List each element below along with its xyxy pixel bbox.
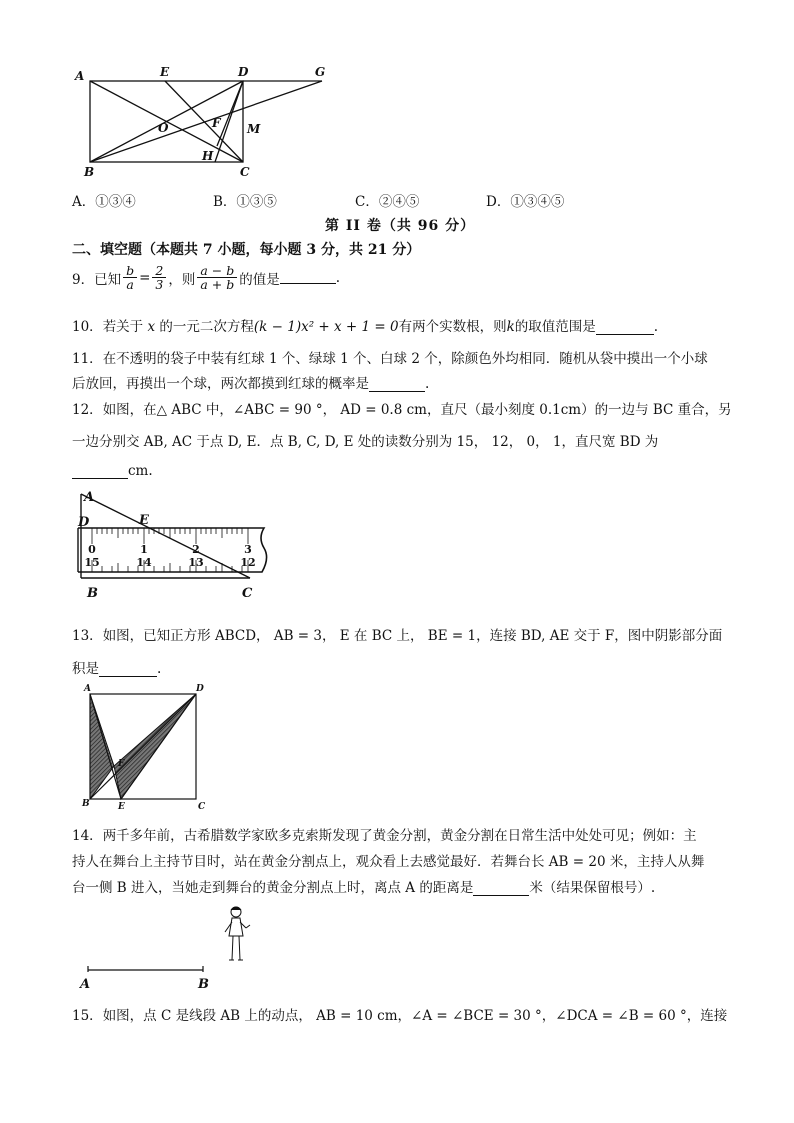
shaded-triangle-abf — [90, 694, 114, 799]
square-label-B: B — [82, 799, 90, 809]
label-B: B — [84, 165, 95, 179]
label-O: O — [158, 121, 169, 135]
stage-figure — [72, 900, 262, 995]
ruler-bottom-tick-14: 14 — [136, 556, 152, 569]
ruler-top-tick-3: 3 — [244, 543, 252, 556]
ruler-figure — [72, 488, 282, 603]
label-G: G — [315, 65, 326, 79]
segment-ac — [81, 494, 250, 578]
label-D: D — [238, 65, 249, 79]
label-C: C — [240, 165, 250, 179]
ruler-label-D: D — [78, 515, 90, 530]
q8-option-c: C．②④⑤ — [355, 194, 420, 210]
ruler-bottom-tick-12: 12 — [240, 556, 256, 569]
ruler-top-tick-1: 1 — [140, 543, 148, 556]
ruler-top-tick-2: 2 — [192, 543, 200, 556]
ruler-label-E: E — [139, 513, 149, 528]
question-9: 9． 已知 $\frac{b}{a}$ = $\frac{2}{3}$ ，则 $\frac{a - b}{a + b}$ 的值是 . — [72, 263, 341, 293]
shaded-triangle-def — [114, 694, 196, 799]
ruler-top-tick-0: 0 — [88, 543, 96, 556]
square-label-A: A — [84, 684, 91, 694]
square-label-F: F — [118, 759, 125, 769]
stage-label-B: B — [198, 977, 209, 992]
part2-title: 第 II 卷（共 96 分） — [325, 218, 476, 234]
label-M: M — [247, 122, 261, 136]
square-label-C: C — [198, 802, 206, 812]
q8-option-b: B．①③⑤ — [213, 194, 277, 210]
ruler-body — [78, 528, 267, 572]
question-13-line2: 积是 . — [72, 661, 162, 677]
question-14-line2: 持人在舞台上主持节目时，站在黄金分割点上，观众看上去感觉最好．若舞台长 AB = 20 米，主持人从舞 — [72, 854, 705, 870]
label-F: F — [212, 116, 221, 130]
question-14-line1: 14．两千多年前，古希腊数学家欧多克索斯发现了黄金分割，黄金分割在日常生活中处处可见；例如：主 — [72, 828, 697, 844]
question-12-line1: 12．如图，在△ ABC 中，∠ABC = 90 °， AD = 0.8 cm，直尺（最小刻度 0.1cm）的一边与 BC 重合，另 — [72, 402, 732, 418]
question-12-line3: cm. — [72, 463, 153, 479]
label-H: H — [202, 149, 214, 163]
label-E: E — [160, 65, 170, 79]
ruler-label-C: C — [242, 586, 253, 601]
square-figure — [78, 682, 218, 812]
ruler-label-A: A — [84, 490, 95, 505]
ruler-bottom-tick-15: 15 — [84, 556, 100, 569]
answer-blank-9[interactable] — [280, 271, 336, 284]
ruler-label-B: B — [87, 586, 98, 601]
q8-figure — [70, 62, 340, 182]
stage-label-A: A — [80, 977, 91, 992]
ruler-bottom-tick-13: 13 — [188, 556, 204, 569]
q8-option-a: A．①③④ — [72, 194, 136, 210]
question-11-line1: 11．在不透明的袋子中装有红球 1 个、绿球 1 个、白球 2 个，除颜色外均相同．随机从袋中摸出一个小球 — [72, 351, 708, 367]
section2-title: 二、填空题（本题共 7 小题，每小题 3 分，共 21 分） — [72, 242, 421, 258]
host-person-icon — [225, 907, 250, 960]
square-label-D: D — [196, 684, 204, 694]
label-A: A — [75, 69, 85, 83]
question-14-line3: 台一侧 B 进入，当她走到舞台的黄金分割点上时，离点 A 的距离是 米（结果保留根号）. — [72, 880, 656, 896]
answer-blank-11[interactable] — [369, 379, 425, 392]
question-13-line1: 13．如图，已知正方形 ABCD， AB = 3， E 在 BC 上， BE = 1，连接 BD, AE 交于 F，图中阴影部分面 — [72, 628, 723, 644]
square-label-E: E — [118, 802, 125, 812]
question-11-line2: 后放回，再摸出一个球，两次都摸到红球的概率是 . — [72, 376, 430, 392]
answer-blank-10[interactable] — [596, 322, 654, 335]
question-10: 10．若关于 x 的一元二次方程(k − 1)x² + x + 1 = 0有两个实数根，则k的取值范围是 . — [72, 319, 659, 335]
question-15-line1: 15．如图，点 C 是线段 AB 上的动点， AB = 10 cm，∠A = ∠BCE = 30 °，∠DCA = ∠B = 60 °，连接 — [72, 1008, 728, 1024]
answer-blank-14[interactable] — [473, 883, 529, 896]
q8-option-d: D．①③④⑤ — [486, 194, 565, 210]
answer-blank-12[interactable] — [72, 466, 128, 479]
question-12-line2: 一边分别交 AB, AC 于点 D, E．点 B, C, D, E 处的读数分别为 15， 12， 0， 1，直尺宽 BD 为 — [72, 434, 659, 450]
answer-blank-13[interactable] — [99, 664, 157, 677]
